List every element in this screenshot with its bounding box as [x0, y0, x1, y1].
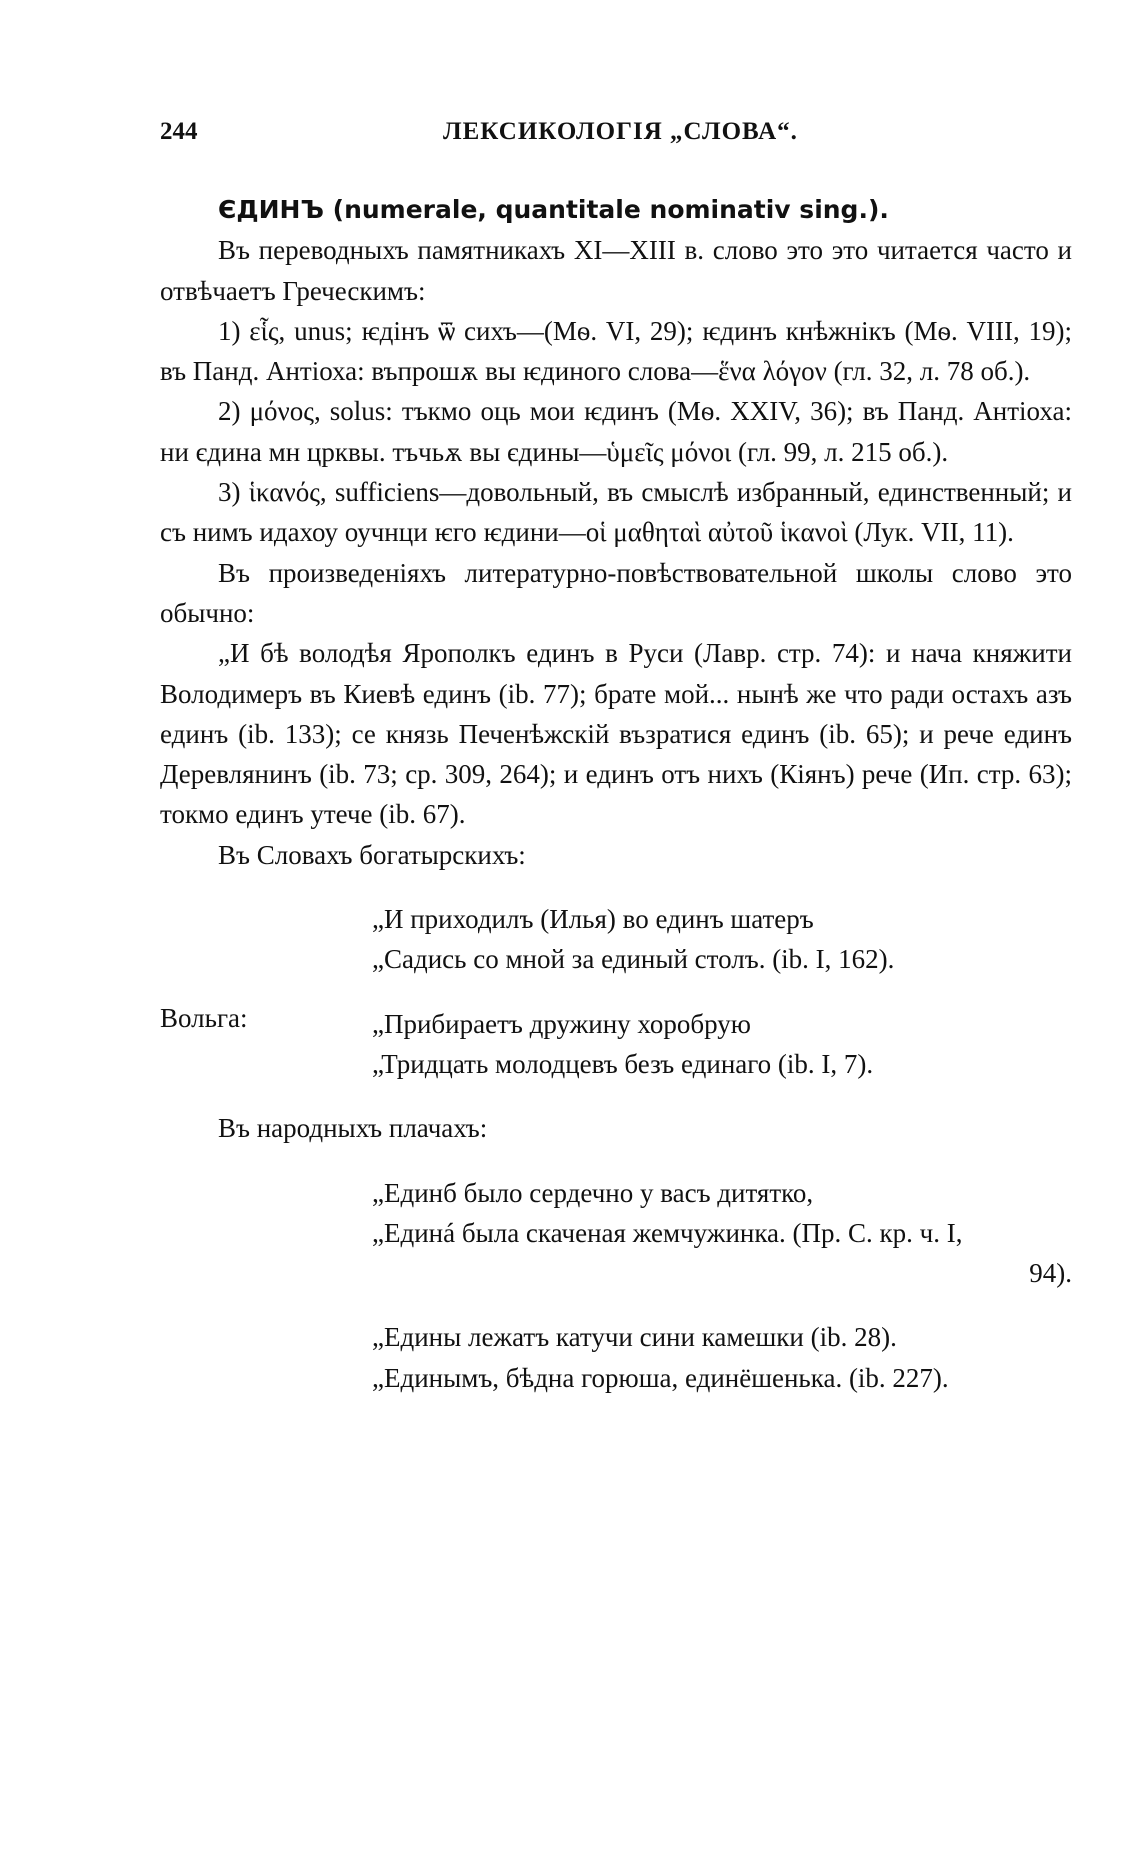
spacer	[372, 980, 1072, 1004]
verse-line: „Единá была скаченая жемчужинка. (Пр. С. кр. ч. I,	[372, 1217, 963, 1248]
paragraph-translated-monuments: Въ переводныхъ памятникахъ XI—XIII в. слово это это читается часто и отвѣчаетъ Греческимъ:	[160, 235, 1072, 306]
paragraph-literary-school: Въ произведеніяхъ литературно-повѣствовательной школы слово это обычно:	[160, 557, 1072, 628]
page-number: 244	[160, 118, 198, 145]
paragraph-sense-3: 3) ἱκανός, sufficiens—довольный, въ смыслѣ избранный, единственный; и съ нимъ идахоу оучнци ѥго ѥдини—οἱ μαθηταὶ αὐτοῦ ἱκανοὶ (Лук. VII, 11).	[160, 477, 1072, 548]
spacer	[372, 1293, 1072, 1317]
verse-line-continuation: 94).	[1029, 1258, 1072, 1289]
verse-line: „Единымъ, бѣдна горюша, единёшенька. (ib. 227).	[372, 1362, 949, 1393]
paragraph-chronicle-quotes: „И бѣ володѣя Ярополкъ единъ в Руси (Лавр. стр. 74): и нача княжити Володимеръ въ Киевѣ единъ (ib. 77); брате мой... нынѣ же что ради остахъ азъ единъ (ib. 133); се князь Печенѣжскій възратися единъ (ib. 65); и рече единъ Деревлянинъ (ib. 73; ср. 309, 264); и единъ отъ нихъ (Кіянъ) рече (Ип. стр. 63); токмо единъ утече (ib. 67).	[160, 638, 1072, 830]
paragraph-bogatyr-intro: Въ Словахъ богатырскихъ:	[218, 839, 526, 870]
verse-line: „Садись со мной за единый столъ. (ib. I, 162).	[372, 944, 895, 975]
spacer	[160, 1084, 1072, 1108]
spacer	[160, 1149, 1072, 1173]
running-title: ЛЕКСИКОЛОГІЯ „СЛОВА“.	[443, 118, 798, 145]
paragraph-sense-1: 1) εἷς, unus; ѥдінъ ѿ сихъ—(Мѳ. VI, 29); ѥдинъ кнѣжнікъ (Мѳ. VIII, 19); въ Панд. Антіоха: въпрошѫ вы ѥдиного слова—ἕνα λόγον (гл. 32, л. 78 об.).	[160, 315, 1072, 387]
spacer	[160, 875, 1072, 899]
verse-line: „Единб было сердечно у васъ дитятко,	[372, 1177, 814, 1208]
verse-block-bogatyr	[160, 899, 1072, 1084]
verse-line: „Едины лежатъ катучи сини камешки (ib. 28).	[372, 1322, 897, 1353]
paragraph-sense-2: 2) μόνος, solus: тъкмо оць мои ѥдинъ (Мѳ. XXIV, 36); въ Панд. Антіоха: ни єдина мн црквы. тъчьѫ вы єдины—ὑμεῖς μόνοι (гл. 99, л. 215 об.).	[160, 396, 1072, 467]
verse-block-laments	[372, 1173, 1072, 1398]
paragraph-laments-intro: Въ народныхъ плачахъ:	[218, 1113, 488, 1144]
verse-line: „Тридцать молодцевъ безъ единаго (ib. I, 7).	[372, 1048, 874, 1079]
page-body	[160, 190, 1072, 1398]
verse-line: „И приходилъ (Илья) во единъ шатеръ	[372, 904, 814, 935]
verse-speaker: Вольга:	[160, 1002, 248, 1033]
verse-line: „Прибираетъ дружину хоробрую	[372, 1008, 751, 1039]
entry-heading: ЄДИНЪ (numerale, quantitale nominativ sing.).	[218, 195, 889, 224]
